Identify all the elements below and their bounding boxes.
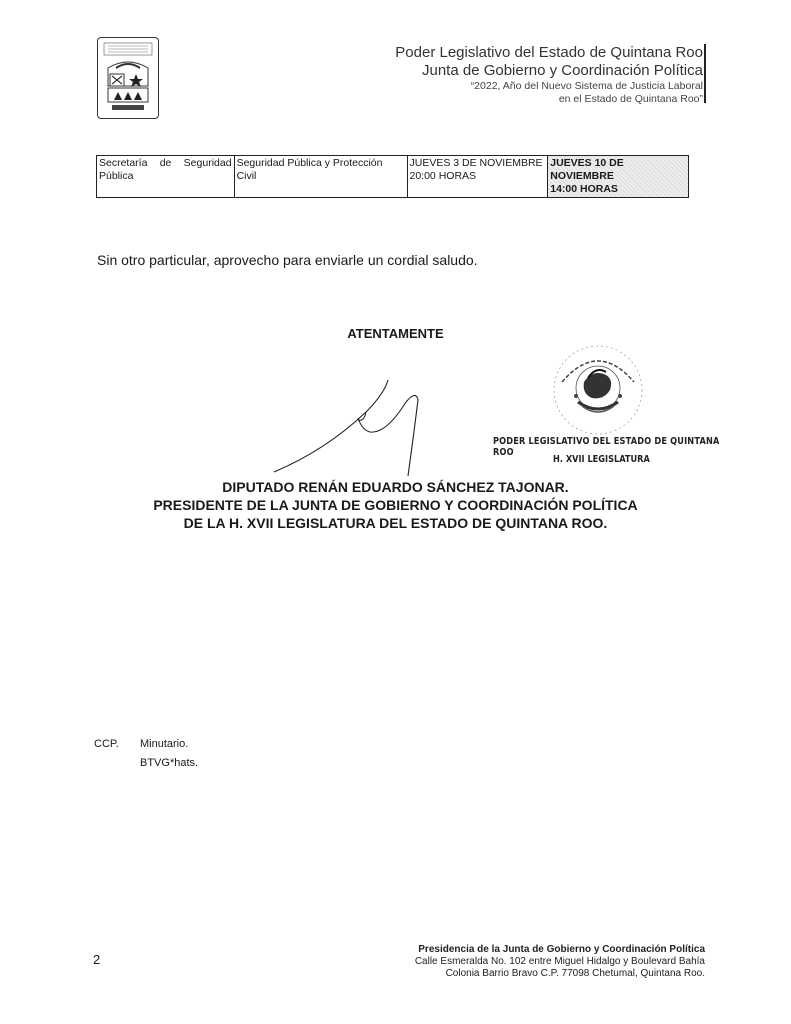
original-date: JUEVES 3 DE NOVIEMBRE xyxy=(409,157,543,169)
state-emblem-logo xyxy=(97,37,159,119)
agency-word-3: Seguridad xyxy=(183,157,232,169)
letterhead-motto-2: en el Estado de Quintana Roo” xyxy=(558,93,703,105)
seal-caption: PODER LEGISLATIVO DEL ESTADO DE QUINTANA ROO xyxy=(493,436,720,458)
table-cell-new-date xyxy=(548,156,689,198)
new-date: JUEVES 10 DE NOVIEMBRE xyxy=(550,157,624,182)
letterhead-motto-1: “2022, Año del Nuevo Sistema de Justicia Laboral xyxy=(470,80,703,92)
footer-office: Presidencia de la Junta de Gobierno y Coordinación Política xyxy=(418,944,705,955)
signatory-title-cont: DE LA H. XVII LEGISLATURA DEL ESTADO DE QUINTANA ROO. xyxy=(183,515,608,531)
letterhead-office: Junta de Gobierno y Coordinación Política xyxy=(421,62,703,79)
table-cell-original-date xyxy=(407,156,548,198)
signatory-title: PRESIDENTE DE LA JUNTA DE GOBIERNO Y COORDINACIÓN POLÍTICA xyxy=(153,497,638,513)
closing-paragraph: Sin otro particular, aprovecho para enviarle un cordial saludo. xyxy=(97,252,478,268)
letterhead-institution: Poder Legislativo del Estado de Quintana Roo xyxy=(395,44,703,61)
ccp-item: Minutario. xyxy=(140,738,189,750)
agency-word-2: de xyxy=(159,157,172,169)
agency-word-4: Pública xyxy=(99,170,134,182)
letterhead xyxy=(395,44,703,106)
footer-city: Colonia Barrio Bravo C.P. 77098 Chetumal, Quintana Roo. xyxy=(445,968,705,979)
ccp-initials: BTVG*hats. xyxy=(140,757,199,769)
signature-block xyxy=(0,478,791,532)
salutation: ATENTAMENTE xyxy=(347,326,444,341)
footer-street: Calle Esmeralda No. 102 entre Miguel Hidalgo y Boulevard Bahía xyxy=(414,956,705,967)
table-cell-agency xyxy=(97,156,235,198)
ccp-label: CCP. xyxy=(94,738,119,750)
signatory-name: DIPUTADO RENÁN EDUARDO SÁNCHEZ TAJONAR. xyxy=(222,479,569,495)
table-row xyxy=(97,156,689,198)
page-number: 2 xyxy=(93,952,101,967)
handwritten-signature xyxy=(266,372,446,482)
original-time: 20:00 HORAS xyxy=(409,170,477,182)
official-seal-icon xyxy=(548,342,648,437)
seal-caption-legislature: H. XVII LEGISLATURA xyxy=(553,454,650,465)
new-time: 14:00 HORAS xyxy=(550,183,618,195)
agency-word-1: Secretaría xyxy=(99,157,148,169)
schedule-table xyxy=(96,155,689,198)
table-cell-commission: Seguridad Pública y Protección Civil xyxy=(234,156,407,198)
footer-address xyxy=(415,944,705,980)
letterhead-rule-lower xyxy=(704,86,706,103)
